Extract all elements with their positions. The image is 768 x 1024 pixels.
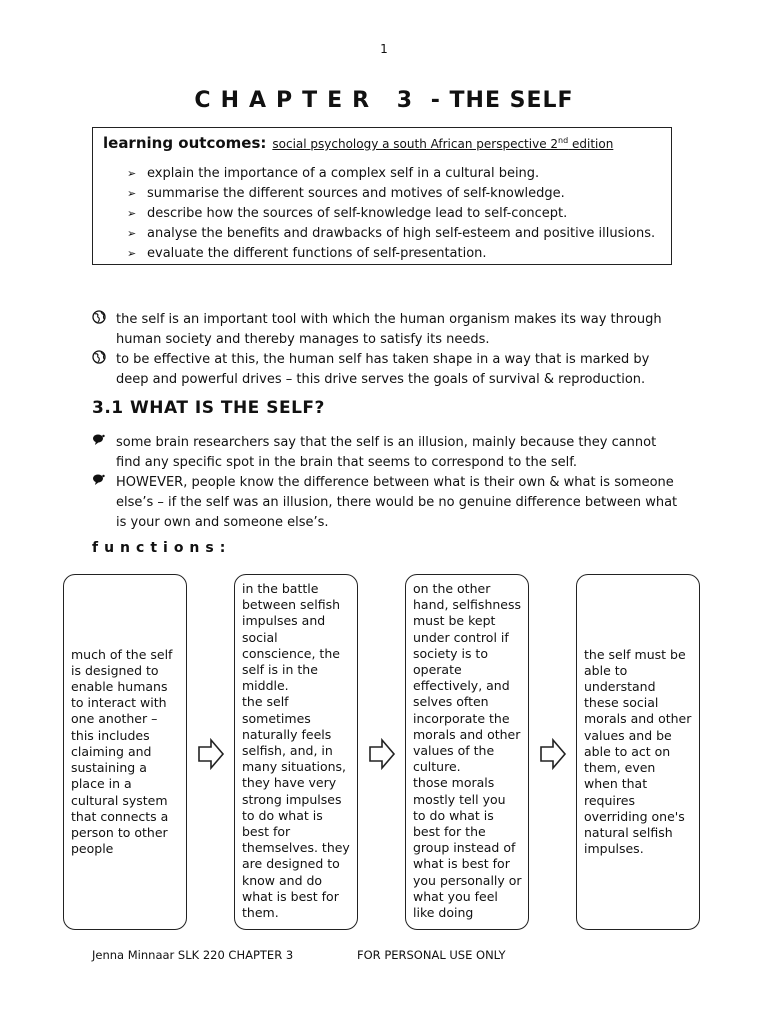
arrowhead-bullet-icon: ➢ <box>127 247 137 260</box>
footer-author: Jenna Minnaar SLK 220 CHAPTER 3 <box>92 948 294 962</box>
speech-bubble-icon <box>92 473 105 493</box>
section-heading: 3.1 WHAT IS THE SELF? <box>92 398 325 418</box>
source-reference <box>272 137 613 151</box>
flow-box-text: the self must be able to understand these social morals and other values and be able to act on them, even when that requires overriding one's natural selfish impulses. <box>584 646 692 857</box>
learning-outcomes-box <box>92 127 672 265</box>
list-item: ➢ explain the importance of a complex self in a cultural being. <box>127 164 655 184</box>
self-bullet-list <box>92 433 682 533</box>
footer-notice: FOR PERSONAL USE ONLY <box>357 948 506 962</box>
flow-arrow-icon <box>197 738 225 770</box>
flow-box-social-morals <box>576 574 700 930</box>
globe-icon <box>92 310 106 331</box>
title-separator: - <box>422 88 450 113</box>
chapter-label: CHAPTER 3 <box>194 88 423 113</box>
list-item: ➢ describe how the sources of self-knowledge lead to self-concept. <box>127 204 655 224</box>
list-item: the self is an important tool with which the human organism makes its way through human society and thereby manages to satisfy its needs. <box>92 310 682 350</box>
page-number: 1 <box>380 42 388 56</box>
flow-arrow-icon <box>368 738 396 770</box>
flow-box-text: in the battle between selfish impulses and social conscience, the self is in the middle. the self sometimes naturally feels selfish, and, in many situations, they have very strong impulses to do what is best for themselves. they are designed to know and do what is best for them. <box>242 581 350 921</box>
list-item: ➢ evaluate the different functions of self-presentation. <box>127 244 655 264</box>
globe-icon <box>92 350 106 371</box>
list-item: ➢ summarise the different sources and motives of self-knowledge. <box>127 184 655 204</box>
learning-outcomes-header <box>103 134 613 152</box>
arrowhead-bullet-icon: ➢ <box>127 227 137 240</box>
functions-heading: functions: <box>92 540 232 556</box>
speech-bubble-icon <box>92 433 105 453</box>
intro-bullet-list <box>92 310 682 390</box>
title-subject: THE SELF <box>449 88 574 113</box>
learning-outcomes-label: learning outcomes: <box>103 134 267 152</box>
flow-box-selfish-impulses <box>234 574 358 930</box>
flow-box-text: on the other hand, selfishness must be kept under control if society is to operate effectively, and selves often incorporate the morals and other values of the culture. those morals mostly tell you to do what is best for the group instead of what is best for you personally or what you feel like doing <box>413 581 522 921</box>
flow-box-interaction <box>63 574 187 930</box>
list-item: HOWEVER, people know the difference between what is their own & what is someone else’s – if the self was an illusion, there would be no genuine difference between what is your own and someone else’s. <box>92 473 682 533</box>
flow-box-text: much of the self is designed to enable humans to interact with one another – this includes claiming and sustaining a place in a cultural system that connects a person to other people <box>71 646 173 857</box>
page-title <box>0 88 768 113</box>
source-superscript: nd <box>558 136 569 145</box>
flow-box-self-control <box>405 574 529 930</box>
arrowhead-bullet-icon: ➢ <box>127 187 137 200</box>
list-item: some brain researchers say that the self is an illusion, mainly because they cannot find any specific spot in the brain that seems to correspond to the self. <box>92 433 682 473</box>
source-text: social psychology a south African perspective 2 <box>272 137 559 151</box>
learning-outcomes-list <box>127 164 655 264</box>
source-suffix: edition <box>568 137 614 151</box>
list-item: ➢ analyse the benefits and drawbacks of high self-esteem and positive illusions. <box>127 224 655 244</box>
flow-arrow-icon <box>539 738 567 770</box>
list-item: to be effective at this, the human self has taken shape in a way that is marked by deep and powerful drives – this drive serves the goals of survival & reproduction. <box>92 350 682 390</box>
arrowhead-bullet-icon: ➢ <box>127 207 137 220</box>
arrowhead-bullet-icon: ➢ <box>127 167 137 180</box>
